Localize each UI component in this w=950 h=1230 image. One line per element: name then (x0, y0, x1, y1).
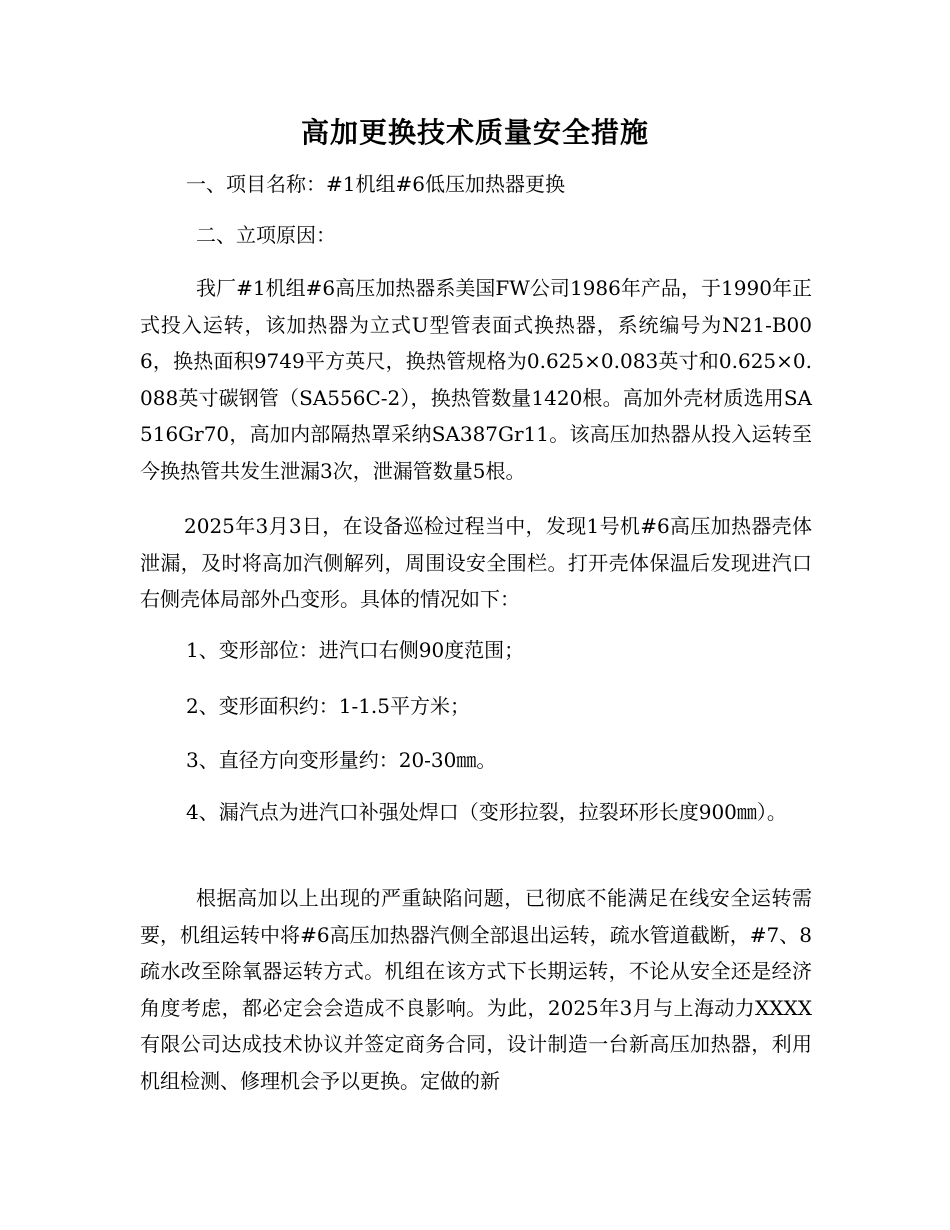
list-item-deformation-location: 1、变形部位：进汽口右侧90度范围； (186, 638, 525, 662)
paragraph-leak-discovery: 2025年3月3日，在设备巡检过程当中，发现1号机#6高压加热器壳体泄漏，及时将高加汽侧解列，周围设安全围栏。打开壳体保温后发现进汽口右侧壳体局部外凸变形。具体的情况如下： (140, 514, 812, 611)
paragraph-replacement-decision: 根据高加以上出现的严重缺陷问题，已彻底不能满足在线安全运转需要，机组运转中将#6高压加热器汽侧全部退出运转，疏水管道截断，#7、8疏水改至除氧器运转方式。机组在该方式下长期运转，不论从安全还是经济角度考虑，都必定会会造成不良影响。为此，2025年3月与上海动力XXXX有限公司达成技术协议并签定商务合同，设计制造一台新高压加热器，利用机组检测、修理机会予以更换。定做的新 (140, 886, 812, 1093)
list-item-leak-point: 4、漏汽点为进汽口补强处焊口（变形拉裂，拉裂环形长度900㎜）。 (186, 800, 787, 824)
section-reason-heading: 二、立项原因： (196, 223, 336, 247)
paragraph-heater-background: 我厂#1机组#6高压加热器系美国FW公司1986年产品，于1990年正式投入运转，该加热器为立式U型管表面式换热器，系统编号为N21-B006，换热面积9749平方英尺，换热管规格为0.625×0.083英寸和0.625×0.088英寸碳钢管（SA556C-2），换热管数量1420根。高加外壳材质选用SA516Gr70，高加内部隔热罩采纳SA387Gr11。该高压加热器从投入运转至今换热管共发生泄漏3次，泄漏管数量5根。 (140, 276, 812, 483)
document-title: 高加更换技术质量安全措施 (300, 116, 649, 149)
section-project-name: 一、项目名称：#1机组#6低压加热器更换 (186, 172, 565, 196)
list-item-deformation-area: 2、变形面积约：1-1.5平方米； (186, 694, 471, 718)
list-item-deformation-amount: 3、直径方向变形量约：20-30㎜。 (186, 748, 497, 772)
